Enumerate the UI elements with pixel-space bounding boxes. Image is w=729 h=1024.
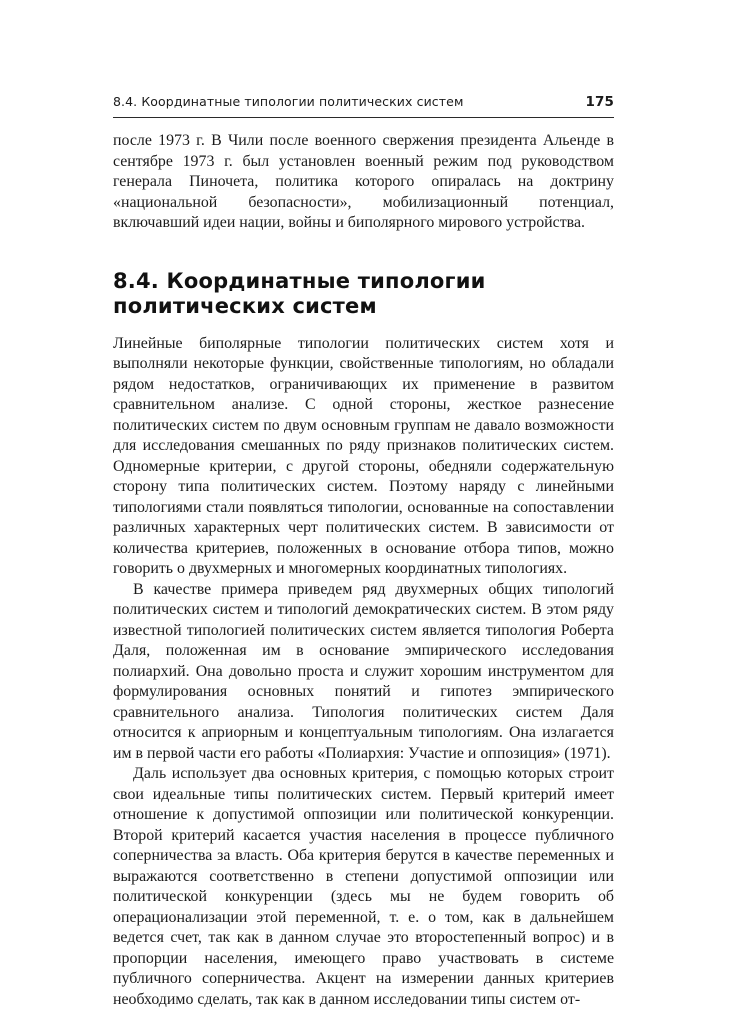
header-rule [113, 117, 614, 118]
page-number: 175 [585, 94, 614, 110]
body-paragraph: Даль использует два основных критерия, с помощью которых строит свои идеальные типы политических систем. Первый критерий имеет отношение к допустимой оппозиции или политической конкуренции. Второй критерий касается участия населения в процессе публичного соперничества за власть. Оба критерия берутся в качестве переменных и выражаются соответственно в степени допустимой оппозиции или политической конкуренции (здесь мы не будем говорить об операционализации этой переменной, т. е. о том, как в дальнейшем ведется счет, так как в данном случае это второстепенный вопрос) и в пропорции населения, имеющего право участвовать в системе публичного соперничества. Акцент на измерении данных критериев необходимо сделать, так как в данном исследовании типы систем от- [113, 765, 614, 1008]
intro-paragraph: после 1973 г. В Чили после военного свержения президента Альенде в сентябре 1973 г. был установлен военный режим под руководством генерала Пиночета, политика которого опиралась на доктрину «национальной безопасности», мобилизационный потенциал, включавший идеи нации, войны и биполярного мирового устройства. [113, 132, 614, 231]
running-title: 8.4. Координатные типологии политических систем [113, 94, 464, 109]
page-body [113, 131, 614, 1010]
section-heading: 8.4. Координатные типологии политических систем [113, 268, 486, 318]
running-head [113, 94, 614, 110]
body-paragraph: В качестве примера приведем ряд двухмерных общих типологий политических систем и типологий демократических систем. В этом ряду известной типологией политических систем является типология Роберта Даля, положенная им в основание эмпирического исследования полиархий. Она довольно проста и служит хорошим инструментом для формулирования основных понятий и гипотез эмпирического сравнительного анализа. Типология политических систем Даля относится к априорным и концептуальным типологиям. Она излагается им в первой части его работы «Полиархия: Участие и оппозиция» (1971). [113, 580, 614, 762]
body-paragraph: Линейные биполярные типологии политических систем хотя и выполняли некоторые функции, свойственные типологиям, но обладали рядом недостатков, ограничивающих их применение в развитом сравнительном анализе. С одной стороны, жесткое разнесение политических систем по двум основным группам не давало возможности для исследования смешанных по ряду признаков политических систем. Одномерные критерии, с другой стороны, обедняли содержательную сторону типа политических систем. Поэтому наряду с линейными типологиями стали появляться типологии, основанные на сопоставлении различных характерных черт политических систем. В зависимости от количества критериев, положенных в основание отбора типов, можно говорить о двухмерных и многомерных координатных типологиях. [113, 334, 614, 577]
